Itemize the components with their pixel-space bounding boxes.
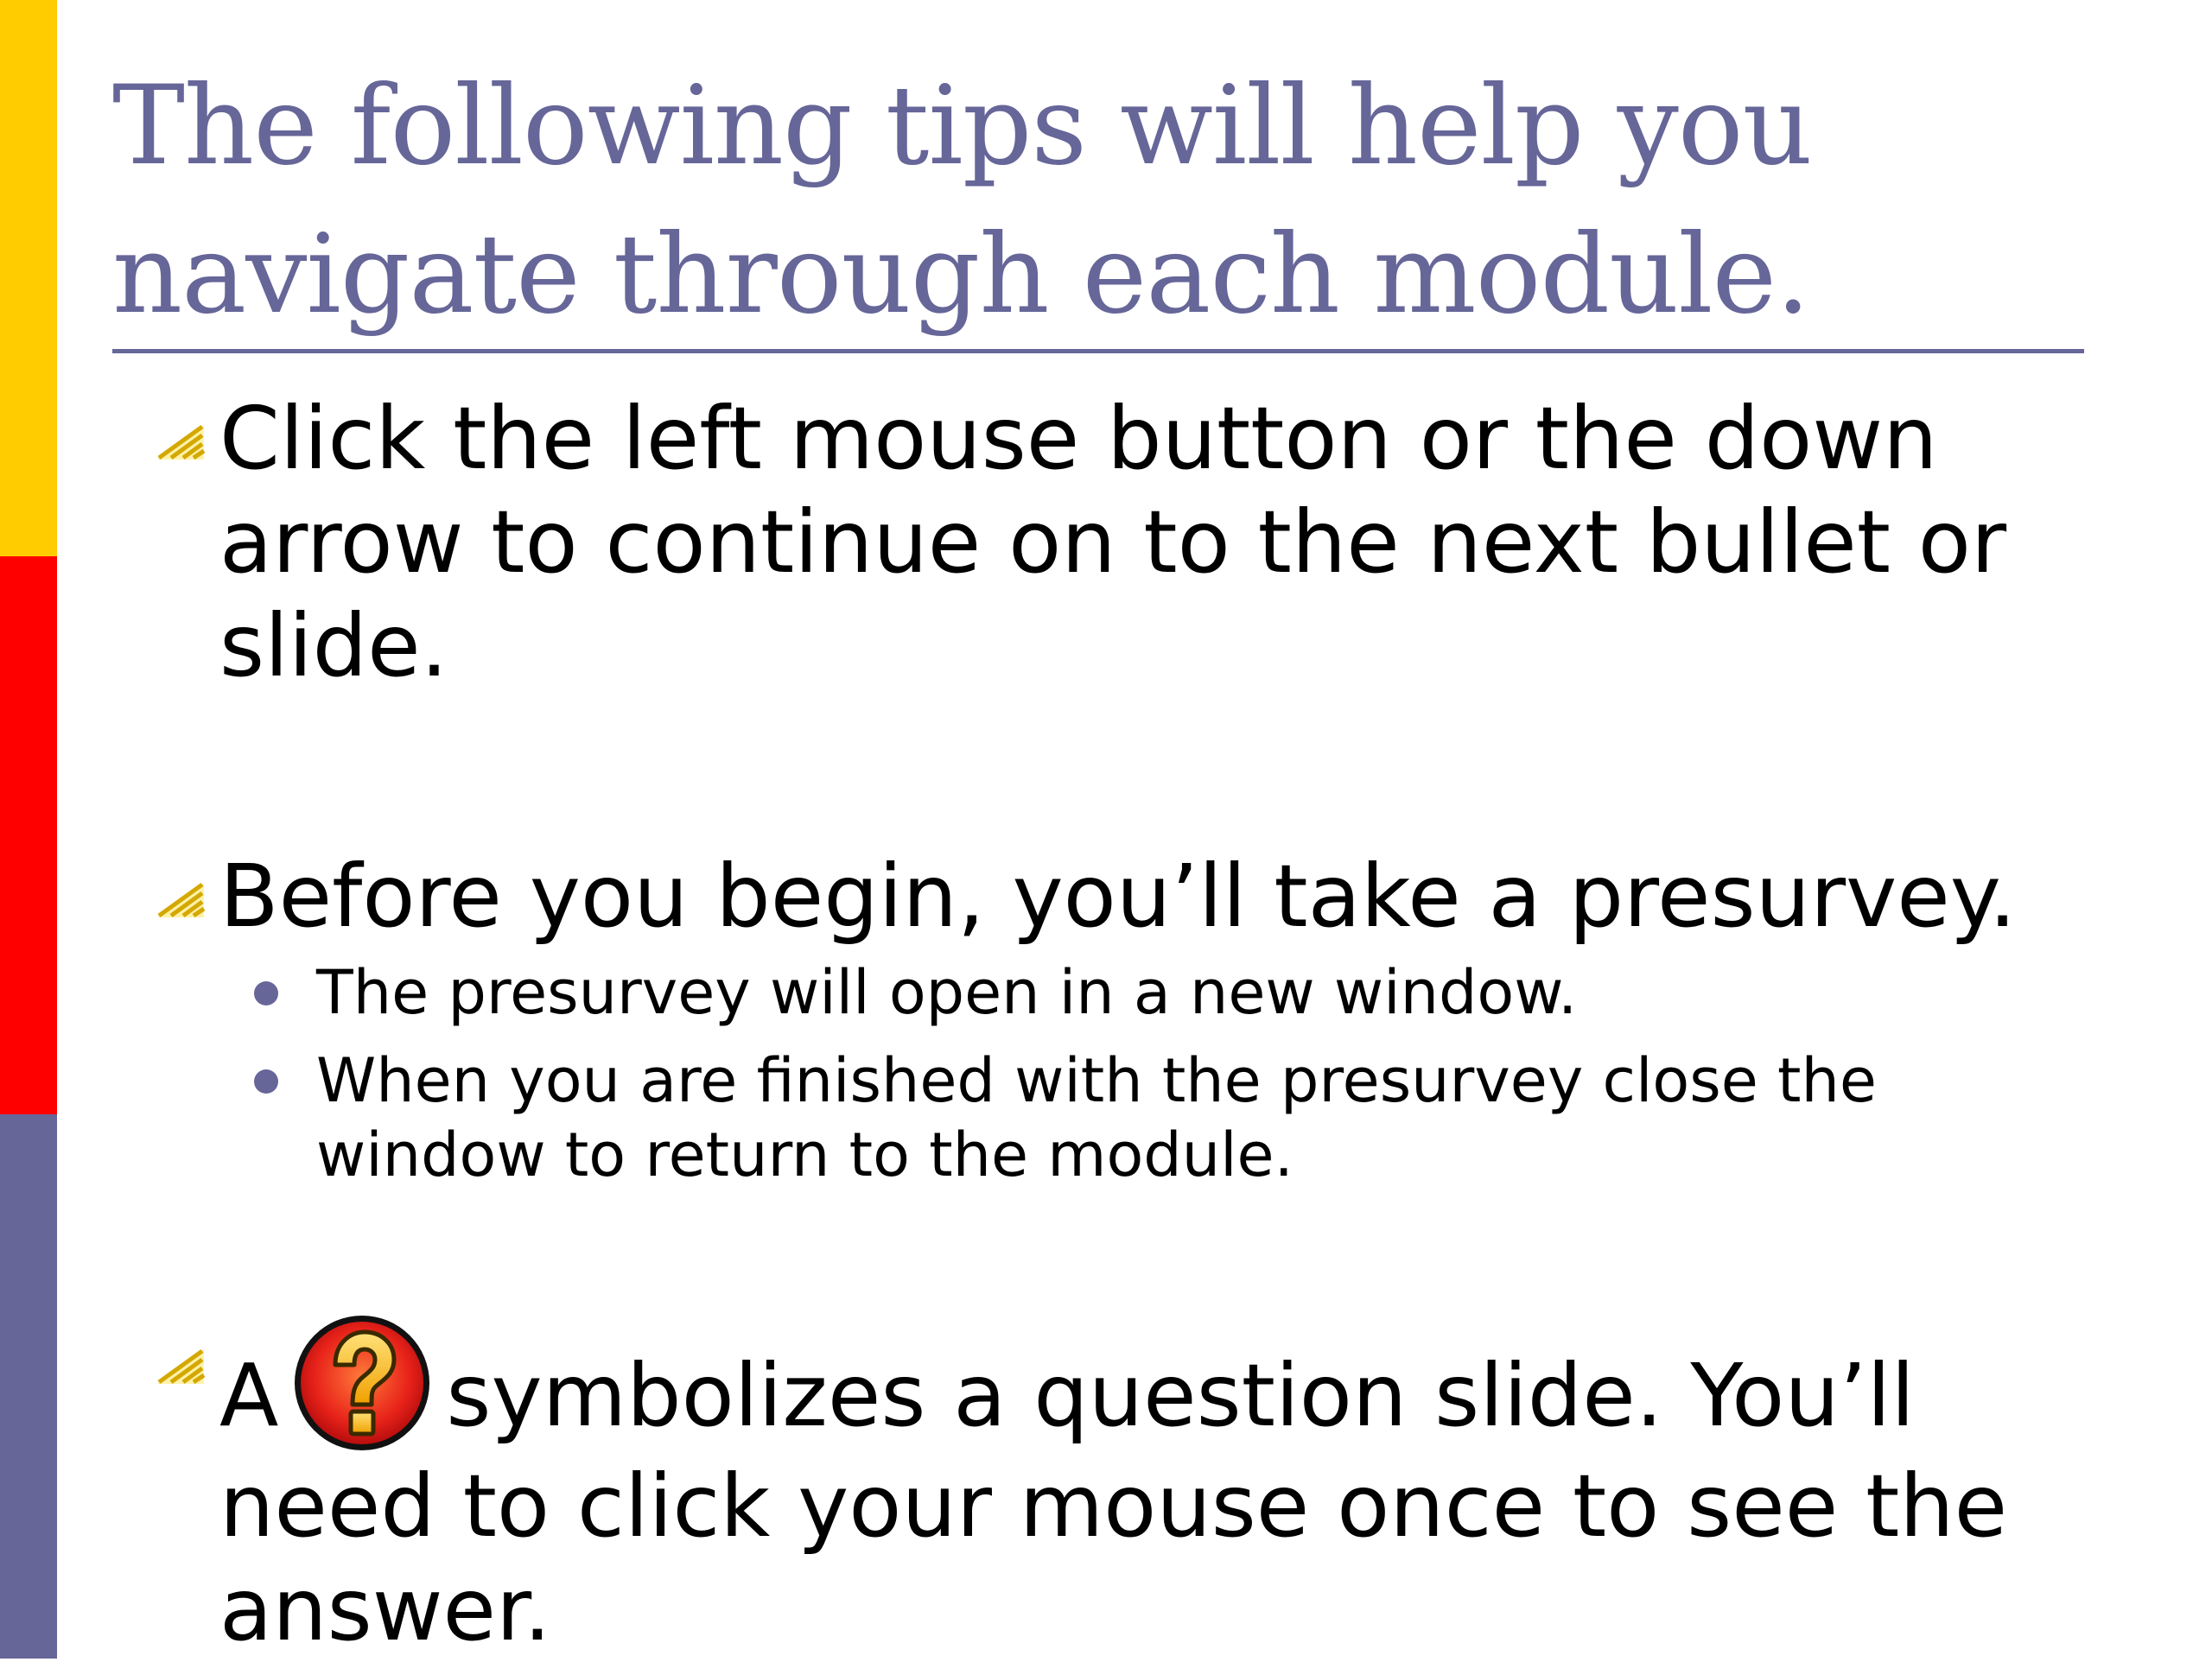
bullet-arrow-icon <box>156 845 219 948</box>
bullet-text: Before you begin, you’ll take a presurvey. <box>219 846 2017 947</box>
sub-bullet-item-2 <box>251 1044 2044 1192</box>
accent-strip-purple <box>0 1114 57 1659</box>
bullet-arrow-icon <box>156 1311 219 1415</box>
question-mark-icon <box>290 1311 434 1455</box>
bullet-text-after-icon: symbolizes a question slide. You’ll need to click your mouse once to see the answer. <box>219 1345 2008 1660</box>
bullet-item-1 <box>156 387 2138 698</box>
bullet-text <box>219 1311 2138 1662</box>
accent-strip-yellow <box>0 0 57 556</box>
bullet-arrow-icon <box>156 387 219 491</box>
bullet-item-2 <box>156 845 2138 948</box>
sub-bullet-dot-icon <box>251 1044 316 1118</box>
bullet-text-before-icon: A <box>219 1345 279 1446</box>
bullet-text: Click the left mouse button or the down arrow to continue on to the next bullet or slide. <box>219 388 2007 696</box>
bullet-item-3 <box>156 1311 2138 1662</box>
title-underline <box>112 349 2084 353</box>
slide-title: The following tips will help you navigate through each module. <box>112 62 1812 338</box>
sub-bullet-text: The presurvey will open in a new window. <box>316 957 1578 1028</box>
accent-strip-red <box>0 556 57 1114</box>
sub-bullet-item-1 <box>251 955 2044 1030</box>
sub-bullet-dot-icon <box>251 955 316 1030</box>
sub-bullet-text: When you are finished with the presurvey close the window to return to the module. <box>316 1045 1877 1190</box>
